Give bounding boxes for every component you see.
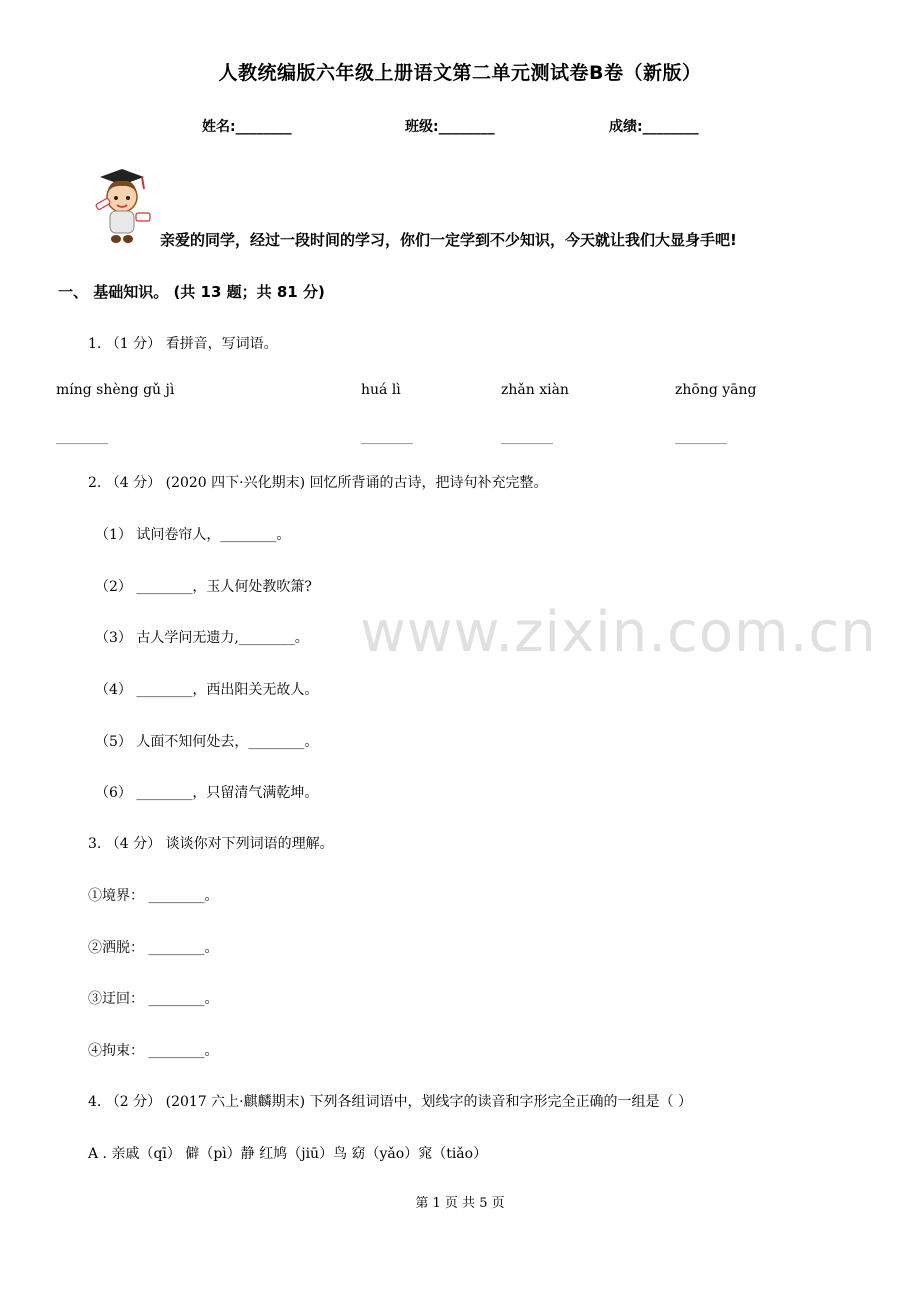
q1-answer-blank-3[interactable]: ________ bbox=[501, 430, 553, 445]
q3-item-1: ①境界： ________。 bbox=[88, 888, 219, 904]
q1-answer-blank-2[interactable]: ________ bbox=[361, 430, 413, 445]
watermark-text: www.zixin.com.cn bbox=[360, 600, 877, 665]
q2-item-6: （6） ________，只留清气满乾坤。 bbox=[95, 785, 319, 801]
score-field: 成绩:________ bbox=[609, 119, 699, 135]
greeting-text: 亲爱的同学，经过一段时间的学习，你们一定学到不少知识，今天就让我们大显身手吧! bbox=[160, 231, 737, 249]
q1-pinyin-4: zhōng yāng bbox=[675, 382, 757, 398]
q2-item-5: （5） 人面不知何处去，________。 bbox=[95, 734, 319, 750]
graduate-mascot-icon bbox=[88, 165, 154, 247]
q2-item-3: （3） 古人学问无遗力,________。 bbox=[95, 630, 309, 646]
q1-pinyin-1: míng shèng gǔ jì bbox=[56, 382, 175, 398]
q1-answer-blank-4[interactable]: ________ bbox=[675, 430, 727, 445]
q4-option-a[interactable]: A . 亲戚（qī） 僻（pì）静 红鸠（jiū）鸟 窈（yǎo）窕（tiǎo） bbox=[88, 1146, 488, 1162]
class-field: 班级:________ bbox=[405, 119, 495, 135]
q2-item-4: （4） ________，西出阳关无故人。 bbox=[95, 682, 319, 698]
q1-pinyin-2: huá lì bbox=[361, 382, 401, 398]
question-4-stem: 4. （2 分） (2017 六上·麒麟期末) 下列各组词语中，划线字的读音和字形完全正确的一组是（ ） bbox=[88, 1094, 692, 1110]
section-heading: 一、 基础知识。 (共 13 题；共 81 分) bbox=[58, 283, 325, 301]
q3-item-3: ③迂回： ________。 bbox=[88, 991, 219, 1007]
q3-item-2: ②洒脱： ________。 bbox=[88, 940, 219, 956]
q1-pinyin-3: zhǎn xiàn bbox=[501, 382, 569, 398]
q2-item-2: （2） ________，玉人何处教吹箫? bbox=[95, 579, 312, 595]
page-title: 人教统编版六年级上册语文第二单元测试卷B卷（新版） bbox=[218, 62, 702, 84]
q3-item-4: ④拘束： ________。 bbox=[88, 1043, 219, 1059]
question-3-stem: 3. （4 分） 谈谈你对下列词语的理解。 bbox=[88, 836, 334, 852]
page-footer: 第 1 页 共 5 页 bbox=[415, 1196, 505, 1211]
name-field: 姓名:________ bbox=[202, 119, 292, 135]
question-1-stem: 1. （1 分） 看拼音，写词语。 bbox=[88, 336, 278, 352]
q2-item-1: （1） 试问卷帘人，________。 bbox=[95, 527, 291, 543]
question-2-stem: 2. （4 分） (2020 四下·兴化期末) 回忆所背诵的古诗，把诗句补充完整。 bbox=[88, 475, 548, 491]
q1-answer-blank-1[interactable]: ________ bbox=[56, 430, 108, 445]
